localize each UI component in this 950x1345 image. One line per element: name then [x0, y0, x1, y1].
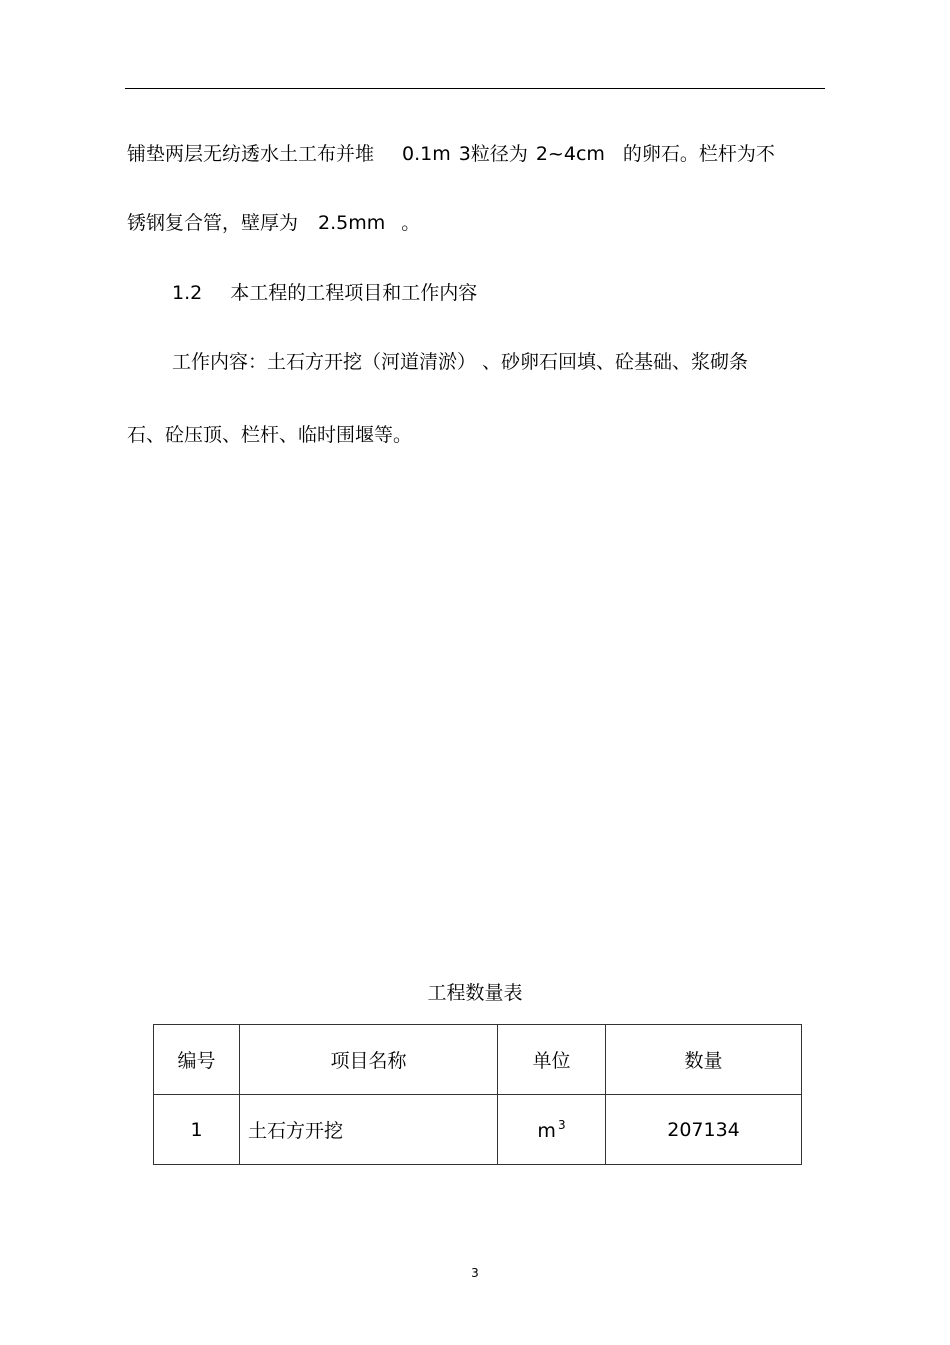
- work-content-line-1: [172, 350, 748, 374]
- text-segment: 。: [401, 212, 421, 234]
- cell-quantity: 207134: [606, 1095, 802, 1165]
- text-segment: 2~4cm: [535, 143, 605, 165]
- page-number: 3: [471, 1266, 479, 1280]
- text-segment: 0.1m: [402, 143, 451, 165]
- text-segment: 的卵石。栏杆为不: [622, 143, 775, 165]
- header-cell-unit: 单位: [498, 1025, 606, 1095]
- text-segment: 石、砼压顶、栏杆、临时围堰等。: [127, 424, 413, 446]
- unit-base: m: [537, 1119, 556, 1142]
- work-content-line-2: [127, 423, 412, 447]
- table-title: 工程数量表: [427, 982, 523, 1004]
- section-number: 1.2: [172, 282, 203, 304]
- header-cell-quantity: 数量: [606, 1025, 802, 1095]
- quantity-table: [153, 1024, 802, 1165]
- text-segment: 铺垫两层无纺透水土工布并堆: [127, 143, 375, 165]
- table-row: [154, 1095, 802, 1165]
- unit-exponent: 3: [557, 1117, 566, 1132]
- cell-item-name: 土石方开挖: [240, 1095, 498, 1165]
- text-segment: 工作内容：土石方开挖（河道清淤） 、砂卵石回填、砼基础、浆砌条: [172, 351, 749, 373]
- section-heading: [172, 281, 477, 305]
- text-segment: 锈钢复合管，壁厚为: [127, 212, 299, 234]
- cell-unit: [498, 1095, 606, 1165]
- header-cell-item-name: 项目名称: [240, 1025, 498, 1095]
- header-rule: [125, 88, 825, 89]
- body-line-2: [127, 211, 420, 235]
- text-segment: 3粒径为: [458, 143, 528, 165]
- body-line-1: [127, 142, 775, 166]
- text-segment: 2.5mm: [318, 212, 386, 234]
- header-cell-number: 编号: [154, 1025, 240, 1095]
- table-header-row: [154, 1025, 802, 1095]
- section-title: 本工程的工程项目和工作内容: [230, 282, 478, 304]
- cell-number: 1: [154, 1095, 240, 1165]
